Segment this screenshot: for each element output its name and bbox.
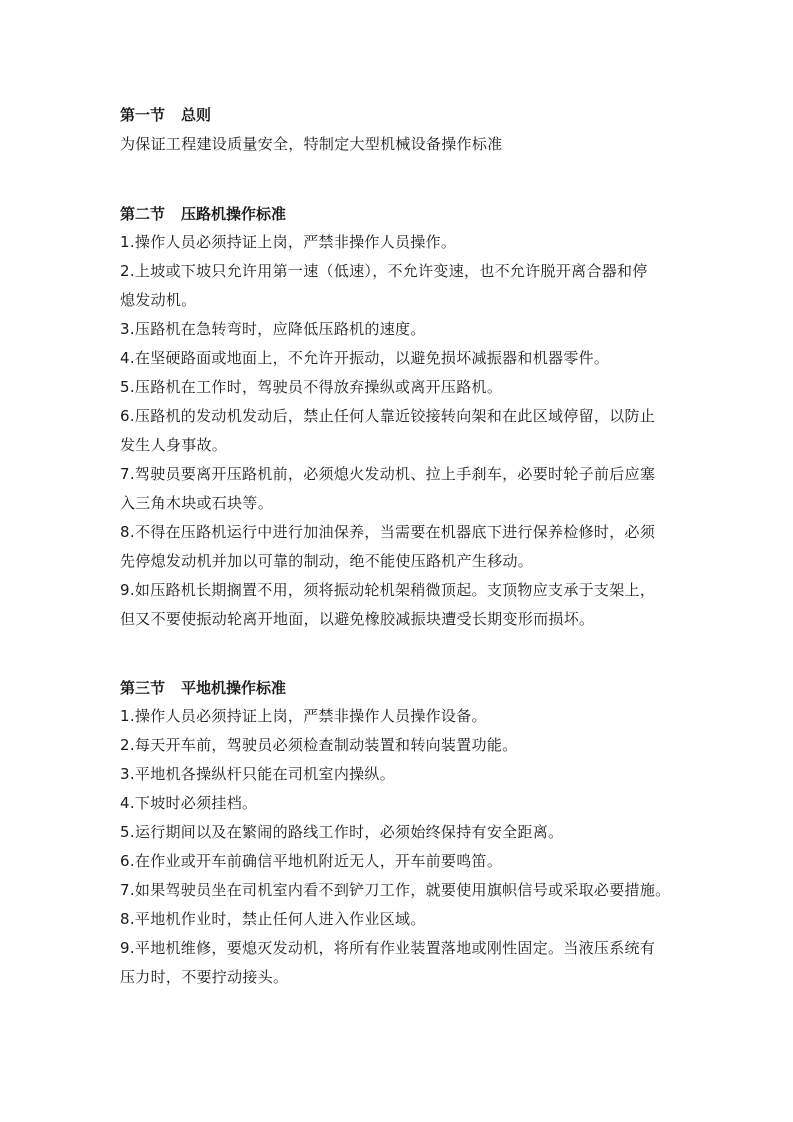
paragraph-line: 但又不要使振动轮离开地面，以避免橡胶减振块遭受长期变形而损坏。 — [120, 610, 595, 628]
paragraph-line: 8.不得在压路机运行中进行加油保养，当需要在机器底下进行保养检修时，必须 — [120, 523, 656, 541]
paragraph-line: 9.如压路机长期搁置不用，须将振动轮机架稍微顶起。支顶物应支承于支架上， — [120, 581, 656, 599]
paragraph-line: 3.压路机在急转弯时，应降低压路机的速度。 — [120, 320, 426, 338]
paragraph-line: 4.在坚硬路面或地面上，不允许开振动，以避免损坏减振器和机器零件。 — [120, 349, 610, 367]
paragraph-line: 2.上坡或下坡只允许用第一速（低速），不允许变速，也不允许脱开离合器和停 — [120, 262, 648, 280]
paragraph-line: 2.每天开车前，驾驶员必须检查制动装置和转向装置功能。 — [120, 736, 518, 754]
paragraph-line: 5.运行期间以及在繁闹的路线工作时，必须始终保持有安全距离。 — [120, 823, 564, 841]
section-heading — [120, 674, 690, 702]
paragraph-line: 7.如果驾驶员坐在司机室内看不到铲刀工作，就要使用旗帜信号或采取必要措施。 — [120, 881, 671, 899]
paragraph-line: 5.压路机在工作时，驾驶员不得放弃操纵或离开压路机。 — [120, 378, 503, 396]
section-title: 平地机操作标准 — [181, 679, 287, 697]
paragraph-line: 3.平地机各操纵杆只能在司机室内操纵。 — [120, 765, 396, 783]
section-number: 第三节 — [120, 679, 166, 697]
paragraph-line: 压力时，不要拧动接头。 — [120, 968, 289, 986]
section-heading — [120, 101, 690, 129]
paragraph-line: 6.在作业或开车前确信平地机附近无人，开车前要鸣笛。 — [120, 852, 503, 870]
paragraph-line: 7.驾驶员要离开压路机前，必须熄火发动机、拉上手刹车，必要时轮子前后应塞 — [120, 465, 656, 483]
paragraph-line: 8.平地机作业时，禁止任何人进入作业区域。 — [120, 910, 426, 928]
section-title: 压路机操作标准 — [181, 205, 287, 223]
section-title: 总则 — [181, 106, 212, 124]
section-number: 第二节 — [120, 205, 166, 223]
paragraph-line: 4.下坡时必须挂档。 — [120, 794, 258, 812]
paragraph-line: 9.平地机维修，要熄灭发动机，将所有作业装置落地或刚性固定。当液压系统有 — [120, 939, 656, 957]
document-body — [120, 101, 690, 992]
section-heading — [120, 200, 690, 228]
paragraph-line: 1.操作人员必须持证上岗，严禁非操作人员操作设备。 — [120, 707, 487, 725]
paragraph-line: 熄发动机。 — [120, 291, 197, 309]
section-general — [120, 101, 690, 159]
section-roller — [120, 200, 690, 634]
paragraph-line: 发生人身事故。 — [120, 436, 228, 454]
paragraph-line: 先停熄发动机并加以可靠的制动，绝不能使压路机产生移动。 — [120, 552, 534, 570]
paragraph-line: 6.压路机的发动机发动后，禁止任何人靠近铰接转向架和在此区域停留，以防止 — [120, 407, 656, 425]
paragraph-line: 为保证工程建设质量安全，特制定大型机械设备操作标准 — [120, 135, 503, 153]
paragraph-line: 入三角木块或石块等。 — [120, 494, 274, 512]
section-grader — [120, 674, 690, 992]
section-number: 第一节 — [120, 106, 166, 124]
paragraph-line: 1.操作人员必须持证上岗，严禁非操作人员操作。 — [120, 233, 457, 251]
